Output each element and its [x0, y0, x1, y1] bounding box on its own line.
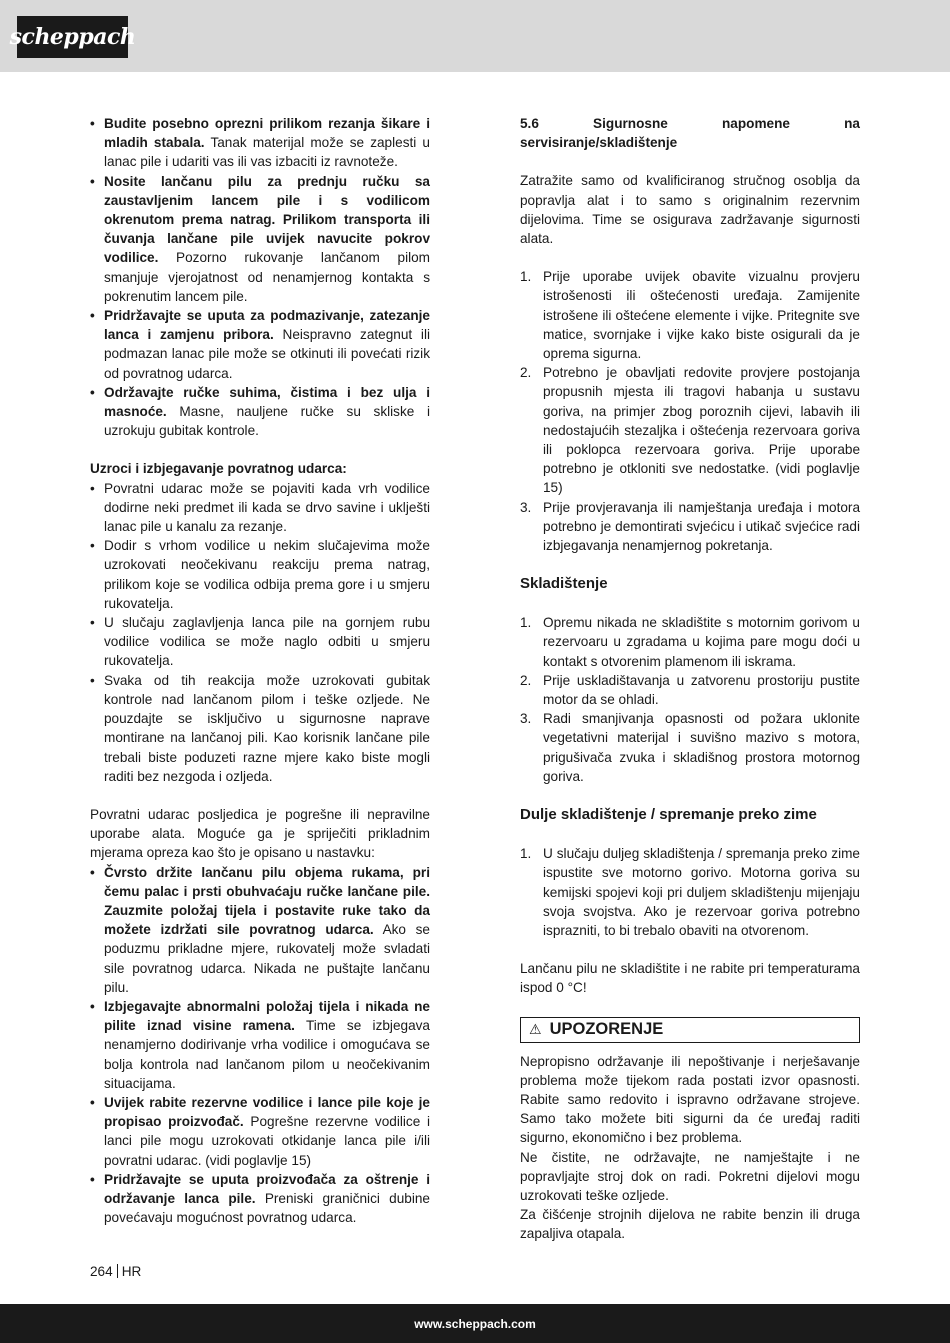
brand-logo: scheppach — [17, 16, 128, 58]
list-item: • Povratni udarac može se pojaviti kada vrh vodilice dodirne neki predmet ili kada se drvo savine i uklješti lanac pile u kanalu za rezanje. — [90, 480, 430, 535]
warning-triangle-icon: ⚠ — [529, 1020, 542, 1037]
warning-paragraph: Nepropisno održavanje ili nepoštivanje i nerješavanje problema može tijekom rada postati izvor opasnosti. Rabite samo redovito i ispravno održavane strojeve. Samo tako možete biti sigurni da će uređaj raditi sigurno, ekonomično i bez problema. — [520, 1053, 860, 1146]
section-title: 5.6 Sigurnosne napomene na servisiranje/skladištenje — [520, 116, 860, 151]
list-item: 3. Prije provjeravanja ili namještanja uređaja i motora potrebno je demontirati svjećicu i utikač svjećice radi izbjegavanja nenamjernog pokretanja. — [520, 499, 860, 554]
temperature-note: Lančanu pilu ne skladištite i ne rabite pri temperaturama ispod 0 °C! — [520, 961, 860, 996]
service-list — [520, 267, 860, 555]
page-footer — [90, 1264, 141, 1279]
list-item: • Čvrsto držite lančanu pilu objema rukama, pri čemu palac i prsti obuhvaćaju ručke lančane pile. Zauzmite položaj tijela i postavite ruke tako da možete izdržati sile povratnog udarca. Ako se poduzmu prikladne mjere, rukovatelj može svladati sile povratnog udarca. Nikada ne puštajte lančanu pilu. — [90, 864, 430, 995]
list-item: 2. Prije uskladištavanja u zatvorenu prostoriju pustite motor da se ohladi. — [520, 672, 860, 708]
kickback-heading: Uzroci i izbjegavanje povratnog udarca: — [90, 461, 347, 477]
website-link[interactable]: www.scheppach.com — [414, 1316, 536, 1331]
footer-bar — [0, 1304, 950, 1343]
kickback-list — [90, 479, 430, 786]
divider — [117, 1264, 118, 1278]
list-item: • Pridržavajte se uputa za podmazivanje, zatezanje lanca i zamjenu pribora. Neispravno zategnut ili podmazan lanac pile može se otkinuti ili povećati rizik od povratnog udarca. — [90, 308, 430, 381]
right-column — [520, 114, 860, 1244]
list-item: 1. U slučaju duljeg skladištenja / spremanja preko zime ispustite sve motorno gorivo. Motorna goriva su kemijski spojevi koji pri duljem skladištenju mijenjaju svoja svojstva. Ako je rezervoar goriva potrebno isprazniti, to bi trebalo obaviti na otvorenom. — [520, 846, 860, 938]
list-item: • U slučaju zaglavljenja lanca pile na gornjem rubu vodilice vodilica se može naglo odbiti u smjeru rukovatelja. — [90, 615, 430, 669]
storage-list — [520, 613, 860, 786]
kickback-paragraph: Povratni udarac posljedica je pogrešne ili nepravilne uporabe alata. Moguće ga je spriječiti prikladnim mjerama opreza kao što je opisano u nastavku: — [90, 806, 430, 861]
list-item: • Dodir s vrhom vodilice u nekim slučajevima može uzrokovati neočekivanu reakciju prema natrag, prilikom koje se vodilica odbija prema gore i u smjeru rukovatelja. — [90, 538, 430, 611]
list-item: 1. Prije uporabe uvijek obavite vizualnu provjeru istrošenosti ili oštećenosti uređaja. Zamijenite istrošene ili oštećene elemente i vijke. Pritegnite sve matice, svornjake i vijke kako biste osigurali da je oprema sigurna. — [520, 269, 860, 362]
list-item: • Održavajte ručke suhima, čistima i bez ulja i masnoće. Masne, nauljene ručke su skliske i uzrokuju gubitak kontrole. — [90, 384, 430, 439]
safety-bullets-bottom — [90, 863, 430, 1228]
list-item: 3. Radi smanjivanja opasnosti od požara uklonite vegetativni materijal i suvišno mazivo s motora, prigušivača zvuka i skladišnog prostora motornog goriva. — [520, 711, 860, 784]
warning-box — [520, 1017, 860, 1043]
list-item: • Nosite lančanu pilu za prednju ručku sa zaustavljenim lancem pile i s vodilicom okrenutom prema natrag. Prilikom transporta ili čuvanja lančane pile uvijek navucite pokrov vodilice. Pozorno rukovanje lančanom pilom smanjuje vjerojatnost od nenamjernog kontakta s pokrenutim lancem pile. — [90, 173, 430, 304]
winter-storage-heading: Dulje skladištenje / spremanje preko zime — [520, 806, 817, 824]
list-item: 1. Opremu nikada ne skladištite s motornim gorivom u rezervoaru u zgradama u kojima pare mogu doći u kontakt s otvorenim plamenom ili iskrama. — [520, 615, 860, 669]
header-bar — [0, 0, 950, 72]
service-intro: Zatražite samo od kvalificiranog stručnog osoblja da popravlja alat i to samo s originalnim rezervnim dijelovima. Time se osigurava zadržavanje sigurnosti alata. — [520, 173, 860, 247]
safety-bullets-top — [90, 114, 430, 440]
storage-heading: Skladištenje — [520, 575, 608, 593]
list-item: • Izbjegavajte abnormalni položaj tijela i nikada ne pilite iznad visine ramena. Time se izbjegava nenamjerno dodirivanje vrha vodilice i omogućava se bolja kontrola nad lančanom pilom u neočekivanim situacijama. — [90, 998, 430, 1091]
warning-paragraph: Ne čistite, ne održavajte, ne namještajte i ne popravljajte stroj dok on radi. Pokretni dijelovi mogu uzrokovati teške ozljede. — [520, 1149, 860, 1203]
warning-paragraph: Za čišćenje strojnih dijelova ne rabite benzin ili druga zapaljiva otapala. — [520, 1207, 860, 1242]
language-code: HR — [121, 1264, 142, 1279]
page-number: 264 — [90, 1264, 113, 1279]
winter-storage-list — [520, 844, 860, 940]
list-item: • Uvijek rabite rezervne vodilice i lance pile koje je propisao proizvođač. Pogrešne rezervne vodilice i lanci pile mogu uzrokovati otkidanje lanca pile i/ili povratni udarac. (vidi poglavlje 15) — [90, 1094, 431, 1168]
list-item: 2. Potrebno je obavljati redovite provjere postojanja propusnih mjesta ili tragovi habanja u sustavu goriva, na primjer zbog poroznih cijevi, labavih ili nedostajućih stezaljka i oštećenja rezervoara goriva ili poklopca rezervoara goriva. Prije uporabe potrebno je otkloniti sve nedostatke. (vidi poglavlje 15) — [520, 365, 860, 496]
list-item: • Svaka od tih reakcija može uzrokovati gubitak kontrole nad lančanom pilom i teške ozljede. Ne pouzdajte se isključivo u sigurnosne naprave montirane na lančanoj pili. Kao korisnik lančane pile trebali biste poduzeti razne mjere kako biste mogli raditi bez nezgoda i ozljeda. — [90, 672, 430, 784]
list-item: • Budite posebno oprezni prilikom rezanja šikare i mladih stabala. Tanak materijal može se zaplesti u lanac pile i udariti vas ili vas izbaciti iz ravnoteže. — [90, 116, 430, 170]
list-item: • Pridržavajte se uputa proizvođača za oštrenje i održavanje lanca pile. Preniski graničnici dubine povećavaju mogućnost povratnog udarca. — [90, 1171, 430, 1226]
warning-label: UPOZORENJE — [549, 1019, 664, 1038]
left-column — [90, 114, 430, 1227]
